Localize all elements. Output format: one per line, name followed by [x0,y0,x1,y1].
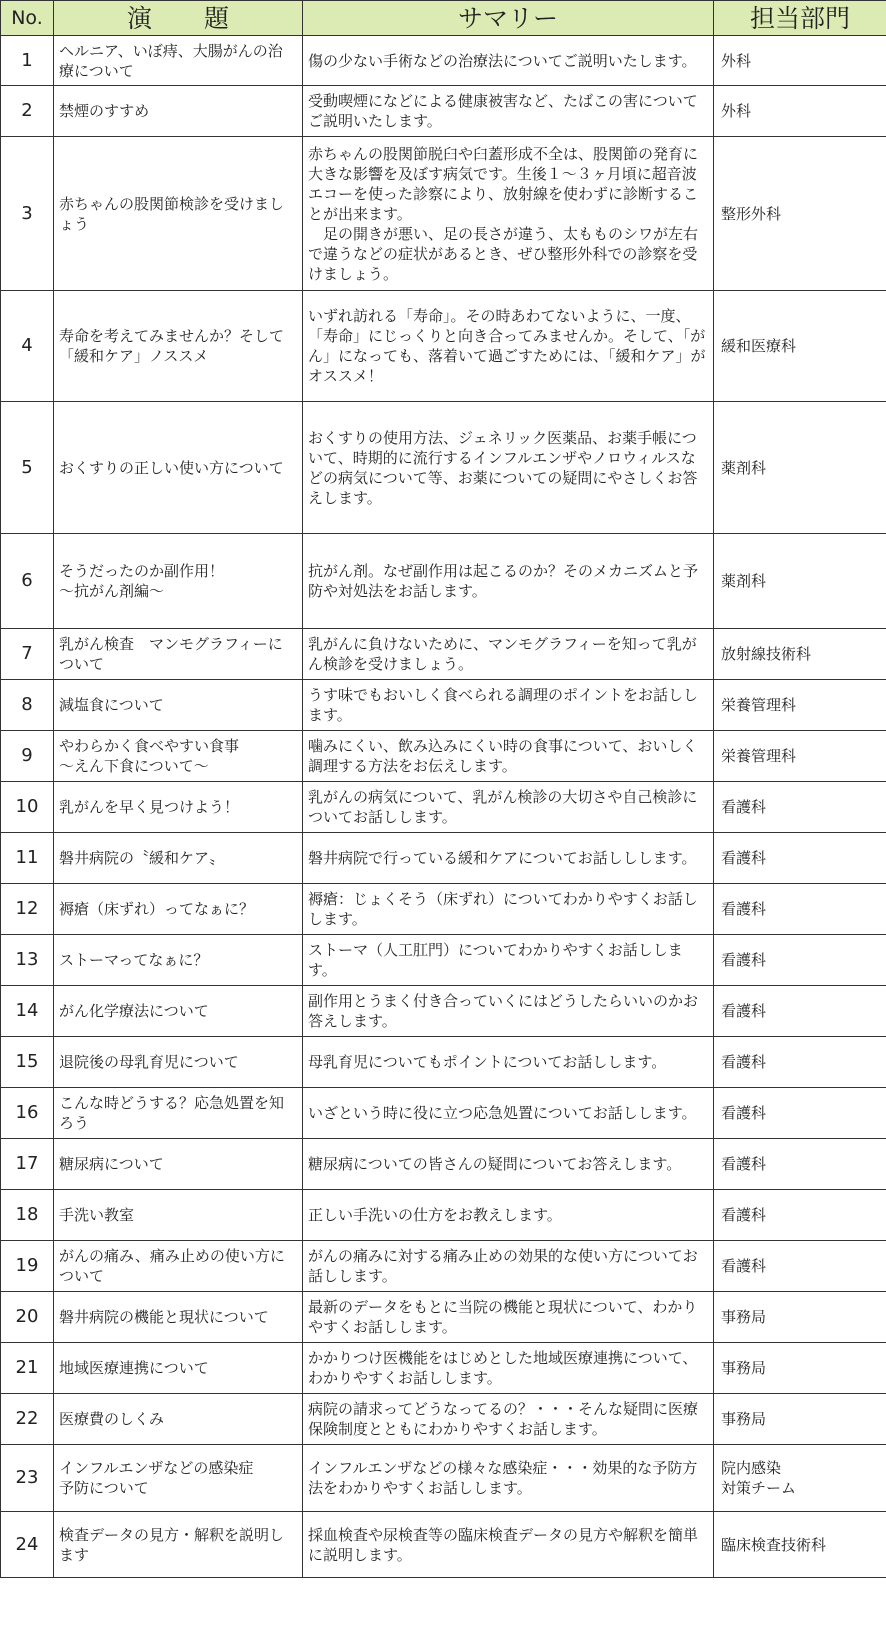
topic-summary: おくすりの使用方法、ジェネリック医薬品、お薬手帳について、時期的に流行するインフルエンザやノロウィルスなどの病気について等、お薬についての疑問にやさしくお答えします。 [303,402,714,534]
department: 栄養管理科 [714,731,886,782]
row-number: 18 [1,1190,54,1241]
table-row [1,86,886,137]
header-row [1,1,886,36]
department: 薬剤科 [714,534,886,629]
topic-summary: かかりつけ医機能をはじめとした地域医療連携について、わかりやすくお話しします。 [303,1343,714,1394]
topic-title: 寿命を考えてみませんか？そして「緩和ケア」ノススメ [54,291,303,402]
topic-summary: 抗がん剤。なぜ副作用は起こるのか？そのメカニズムと予防や対処法をお話します。 [303,534,714,629]
header-summary: サマリー [303,1,714,36]
topic-title: 磐井病院の機能と現状について [54,1292,303,1343]
table-row [1,986,886,1037]
topic-summary: 赤ちゃんの股関節脱臼や臼蓋形成不全は、股関節の発育に大きな影響を及ぼす病気です。生後１～３ヶ月頃に超音波エコーを使った診察により、放射線を使わずに診断することが出来ます。 足の開きが悪い、足の長さが違う、太もものシワが左右で違うなどの症状があるとき、ぜひ整形外科での診察を受けましょう。 [303,137,714,291]
row-number: 11 [1,833,54,884]
topic-summary: うす味でもおいしく食べられる調理のポイントをお話しします。 [303,680,714,731]
department: 薬剤科 [714,402,886,534]
topic-title: やわらかく食べやすい食事 ～えん下食について～ [54,731,303,782]
row-number: 13 [1,935,54,986]
table-row [1,137,886,291]
table-row [1,1445,886,1512]
topic-title: 禁煙のすすめ [54,86,303,137]
topic-title: こんな時どうする？応急処置を知ろう [54,1088,303,1139]
topic-summary: がんの痛みに対する痛み止めの効果的な使い方についてお話しします。 [303,1241,714,1292]
table-row [1,629,886,680]
row-number: 5 [1,402,54,534]
table-row [1,833,886,884]
topic-title: 赤ちゃんの股関節検診を受けましょう [54,137,303,291]
topic-title: そうだったのか副作用！ ～抗がん剤編～ [54,534,303,629]
row-number: 9 [1,731,54,782]
topic-summary: インフルエンザなどの様々な感染症・・・効果的な予防方法をわかりやすくお話しします。 [303,1445,714,1512]
topic-title: 手洗い教室 [54,1190,303,1241]
row-number: 17 [1,1139,54,1190]
header-department: 担当部門 [714,1,886,36]
department: 院内感染 対策チーム [714,1445,886,1512]
department: 看護科 [714,1190,886,1241]
department: 緩和医療科 [714,291,886,402]
topic-title: おくすりの正しい使い方について [54,402,303,534]
department: 看護科 [714,782,886,833]
table-row [1,782,886,833]
department: 看護科 [714,1139,886,1190]
table-row [1,1292,886,1343]
department: 外科 [714,86,886,137]
table-row [1,1512,886,1578]
topic-summary: 糖尿病についての皆さんの疑問についてお答えします。 [303,1139,714,1190]
topic-summary: いざという時に役に立つ応急処置についてお話しします。 [303,1088,714,1139]
topic-title: 地域医療連携について [54,1343,303,1394]
topic-summary: 最新のデータをもとに当院の機能と現状について、わかりやすくお話しします。 [303,1292,714,1343]
table-row [1,1190,886,1241]
row-number: 6 [1,534,54,629]
topic-title: 医療費のしくみ [54,1394,303,1445]
department: 看護科 [714,1088,886,1139]
row-number: 14 [1,986,54,1037]
department: 放射線技術科 [714,629,886,680]
topic-summary: 乳がんの病気について、乳がん検診の大切さや自己検診についてお話しします。 [303,782,714,833]
table-row [1,36,886,86]
topic-title: 乳がん検査 マンモグラフィーについて [54,629,303,680]
department: 栄養管理科 [714,680,886,731]
topic-summary: 傷の少ない手術などの治療法についてご説明いたします。 [303,36,714,86]
department: 看護科 [714,1241,886,1292]
row-number: 16 [1,1088,54,1139]
department: 外科 [714,36,886,86]
department: 看護科 [714,935,886,986]
table-row [1,291,886,402]
row-number: 23 [1,1445,54,1512]
row-number: 15 [1,1037,54,1088]
topic-summary: 磐井病院で行っている緩和ケアについてお話ししします。 [303,833,714,884]
row-number: 10 [1,782,54,833]
topic-summary: 正しい手洗いの仕方をお教えします。 [303,1190,714,1241]
table-row [1,402,886,534]
row-number: 20 [1,1292,54,1343]
row-number: 12 [1,884,54,935]
topic-title: インフルエンザなどの感染症 予防について [54,1445,303,1512]
table-row [1,1394,886,1445]
department: 整形外科 [714,137,886,291]
header-title: 演題 [54,1,303,36]
table-row [1,935,886,986]
department: 看護科 [714,1037,886,1088]
topic-summary: 受動喫煙になどによる健康被害など、たばこの害についてご説明いたします。 [303,86,714,137]
table-row [1,534,886,629]
topic-title: 減塩食について [54,680,303,731]
topic-title: 糖尿病について [54,1139,303,1190]
topic-summary: ストーマ（人工肛門）についてわかりやすくお話しします。 [303,935,714,986]
topic-title: 検査データの見方・解釈を説明します [54,1512,303,1578]
topic-summary: 褥瘡：じょくそう（床ずれ）についてわかりやすくお話しします。 [303,884,714,935]
table-row [1,884,886,935]
topic-title: ストーマってなぁに？ [54,935,303,986]
department: 事務局 [714,1343,886,1394]
topic-title: ヘルニア、いぼ痔、大腸がんの治療について [54,36,303,86]
department: 看護科 [714,986,886,1037]
department: 臨床検査技術科 [714,1512,886,1578]
table-row [1,731,886,782]
table-body [1,36,886,1578]
table-row [1,1343,886,1394]
topic-summary: 病院の請求ってどうなってるの？・・・そんな疑問に医療保険制度とともにわかりやすくお話します。 [303,1394,714,1445]
topic-summary: 噛みにくい、飲み込みにくい時の食事について、おいしく調理する方法をお伝えします。 [303,731,714,782]
row-number: 7 [1,629,54,680]
row-number: 19 [1,1241,54,1292]
topic-summary: いずれ訪れる「寿命」。その時あわてないように、一度、「寿命」にじっくりと向き合ってみませんか。そして、「がん」になっても、落着いて過ごすためには、「緩和ケア」がオススメ！ [303,291,714,402]
table-row [1,1241,886,1292]
topic-title: 退院後の母乳育児について [54,1037,303,1088]
row-number: 1 [1,36,54,86]
table-row [1,1037,886,1088]
row-number: 3 [1,137,54,291]
header-no: No. [1,1,54,36]
topic-title: 褥瘡（床ずれ）ってなぁに？ [54,884,303,935]
table-row [1,1088,886,1139]
row-number: 21 [1,1343,54,1394]
table-row [1,1139,886,1190]
department: 事務局 [714,1292,886,1343]
topic-summary: 採血検査や尿検査等の臨床検査データの見方や解釈を簡単に説明します。 [303,1512,714,1578]
topic-summary: 副作用とうまく付き合っていくにはどうしたらいいのかお答えします。 [303,986,714,1037]
row-number: 2 [1,86,54,137]
topic-title: 乳がんを早く見つけよう！ [54,782,303,833]
table-row [1,680,886,731]
topic-title: 磐井病院の〝緩和ケア〟 [54,833,303,884]
row-number: 4 [1,291,54,402]
topic-title: がんの痛み、痛み止めの使い方について [54,1241,303,1292]
topic-summary: 乳がんに負けないために、マンモグラフィーを知って乳がん検診を受けましょう。 [303,629,714,680]
topic-title: がん化学療法について [54,986,303,1037]
department: 看護科 [714,884,886,935]
row-number: 24 [1,1512,54,1578]
department: 看護科 [714,833,886,884]
department: 事務局 [714,1394,886,1445]
row-number: 22 [1,1394,54,1445]
row-number: 8 [1,680,54,731]
topic-summary: 母乳育児についてもポイントについてお話しします。 [303,1037,714,1088]
